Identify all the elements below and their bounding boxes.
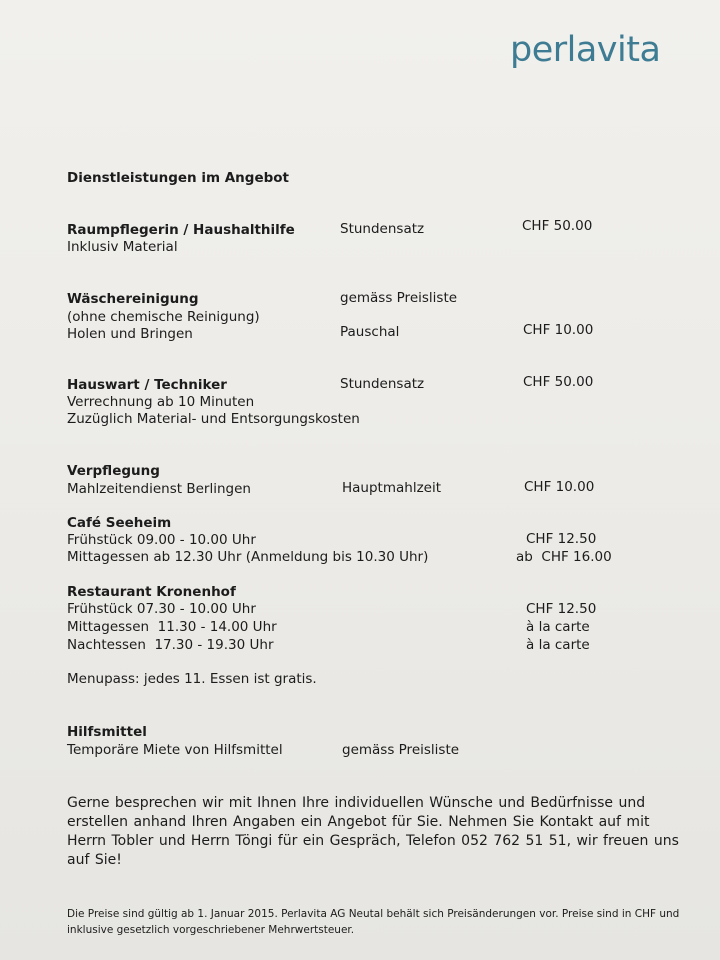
seeheim-price-1: CHF 12.50 (526, 531, 597, 547)
service-title-raumpflege: Raumpflegerin / Haushalthilfe (67, 222, 295, 238)
kronenhof-row-3: Nachtessen 17.30 - 19.30 Uhr (67, 637, 274, 653)
service-title-hauswart: Hauswart / Techniker (67, 377, 227, 393)
service-sub-hilfsmittel: Temporäre Miete von Hilfsmittel (67, 742, 283, 758)
seeheim-row-1: Frühstück 09.00 - 10.00 Uhr (67, 532, 256, 548)
unit-verpflegung: Hauptmahlzeit (342, 480, 442, 496)
service-title-waesche: Wäschereinigung (67, 291, 199, 307)
service-title-seeheim: Café Seeheim (67, 515, 172, 531)
note-hilfsmittel: gemäss Preisliste (342, 742, 460, 758)
unit-hauswart: Stundensatz (340, 376, 425, 392)
kronenhof-price-1: CHF 12.50 (526, 601, 597, 617)
footer-note: Die Preise sind gültig ab 1. Januar 2015. Perlavita AG Neutal behält sich Preisänderungen vor. Preise sind in CHF und inklusive gesetzlich vorgeschriebener Mehrwertsteuer. (67, 908, 680, 936)
kronenhof-row-2: Mittagessen 11.30 - 14.00 Uhr (67, 619, 277, 635)
service-sub-raumpflege: Inklusiv Material (67, 239, 178, 255)
perlavita-logo: perlavita (510, 30, 661, 70)
closing-paragraph: Gerne besprechen wir mit Ihnen Ihre individuellen Wünsche und Bedürfnisse und erstellen anhand Ihren Angaben ein Angebot für Sie. Nehmen Sie Kontakt auf mit Herrn Tobler und Herrn Töngi für ein Gespräch, Telefon 052 762 51 51, wir freuen uns auf Sie! (67, 795, 679, 868)
kronenhof-row-1: Frühstück 07.30 - 10.00 Uhr (67, 601, 256, 617)
unit-raumpflege: Stundensatz (340, 221, 425, 237)
kronenhof-price-3: à la carte (526, 637, 590, 653)
service-sub-hauswart-2: Zuzüglich Material- und Entsorgungskosten (67, 411, 360, 427)
price-raumpflege: CHF 50.00 (522, 218, 593, 234)
page-heading: Dienstleistungen im Angebot (67, 170, 290, 186)
service-sub-waesche-2: Holen und Bringen (67, 326, 193, 342)
price-hauswart: CHF 50.00 (523, 374, 594, 390)
kronenhof-price-2: à la carte (526, 619, 590, 635)
seeheim-row-2: Mittagessen ab 12.30 Uhr (Anmeldung bis 10.30 Uhr) (67, 549, 429, 565)
seeheim-price-2: ab CHF 16.00 (516, 549, 612, 565)
unit-waesche: Pauschal (340, 324, 400, 340)
service-sub-hauswart-1: Verrechnung ab 10 Minuten (67, 394, 255, 410)
price-verpflegung: CHF 10.00 (524, 479, 595, 495)
service-title-kronenhof: Restaurant Kronenhof (67, 584, 236, 600)
menupass-note: Menupass: jedes 11. Essen ist gratis. (67, 671, 317, 687)
service-sub-waesche-1: (ohne chemische Reinigung) (67, 309, 260, 325)
note-waesche: gemäss Preisliste (340, 290, 458, 306)
service-sub-verpflegung: Mahlzeitendienst Berlingen (67, 481, 251, 497)
service-title-verpflegung: Verpflegung (67, 463, 160, 479)
service-title-hilfsmittel: Hilfsmittel (67, 724, 147, 740)
price-waesche: CHF 10.00 (523, 322, 594, 338)
